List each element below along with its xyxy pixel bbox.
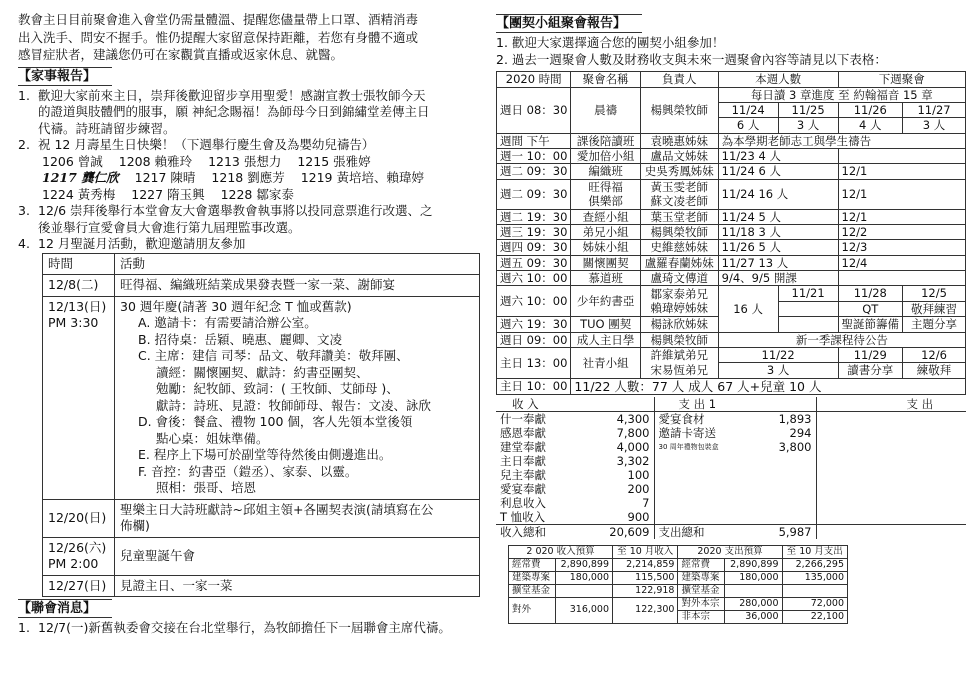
table-row <box>497 209 966 224</box>
meeting-name-cell: 愛加倍小組 <box>571 149 640 164</box>
table-row <box>496 510 966 525</box>
leader-cell: 楊詠欣姊妹 <box>640 317 718 332</box>
income-label: 感恩奉獻 <box>500 426 546 441</box>
activity-line: 佈欄) <box>120 518 150 534</box>
birthday-entry: 1224 黃秀梅 <box>42 186 116 202</box>
budget-cell: 135,000 <box>782 572 848 585</box>
item-line: 祝 12 月壽星生日快樂！（下週舉行慶生會及為嬰幼兒禱告） <box>38 137 375 153</box>
expense-total-value: 5,987 <box>754 525 816 540</box>
table-row <box>497 286 966 301</box>
budget-cell: 擴堂基金 <box>678 585 725 598</box>
item-line: 歡迎大家前來主日，崇拜後歡迎留步享用聖愛！感謝宣教士張牧師今天 <box>38 87 426 103</box>
leader-cell <box>640 347 718 378</box>
activity-line: C. 主席：建信 司琴：品文、敬拜讚美：敬拜團、 <box>138 348 409 364</box>
item-line: 12 月聖誕月活動，歡迎邀請朋友參加 <box>38 236 246 252</box>
count-cell: 16 人 <box>718 286 778 332</box>
leader-cell: 楊興榮牧師 <box>640 332 718 347</box>
activity-table <box>42 253 480 598</box>
table-row <box>509 559 848 572</box>
leader-name: 許維斌弟兄 <box>650 348 709 363</box>
item-line: 的證道與肢體們的服事，願 神紀念賜福！為師母今日到錦繡堂差傳主日 <box>38 104 430 120</box>
time-cell: 週日 08：30 <box>497 87 571 133</box>
table-row <box>496 496 966 510</box>
budget-cell: 36,000 <box>725 610 782 623</box>
activity-line: E. 程序上下場可於副堂等待然後由側邊進出。 <box>138 447 392 463</box>
table-row <box>509 546 848 559</box>
intro-line: 感冒症狀者，建議您仍可在家觀賞直播或返家休息、就醫。 <box>18 47 344 62</box>
birthday-entry: 1219 黃培培、賴瑋婷 <box>300 170 424 186</box>
budget-cell: 2,890,899 <box>555 559 612 572</box>
leader-cell: 袁曉惠姊妹 <box>640 133 718 148</box>
leader-cell: 史吳秀鳳姊妹 <box>640 164 718 179</box>
count-cell: 9/4、9/5 開課 <box>718 271 838 286</box>
birthday-entry: 1213 張想力 <box>208 153 282 169</box>
meeting-name-cell: 旺得福 俱樂部 <box>571 179 640 209</box>
date-cell: 11/29 <box>838 347 903 362</box>
activity-line: 30 週年慶(請著 30 週年紀念 T 恤或舊款) <box>120 298 352 314</box>
date-cell: 11/21 <box>778 286 838 301</box>
count-cell: 4 人 <box>838 118 903 133</box>
expense-value: 3,800 <box>754 440 816 454</box>
table-row <box>497 164 966 179</box>
meeting-name-cell: 晨禱 <box>571 87 640 133</box>
intro-line: 教會主日目前聚會進入會堂仍需量體溫、提醒您儘量帶上口罩、酒精消毒 <box>18 12 419 27</box>
union-item-1 <box>18 620 480 637</box>
activity-line: 聖樂主日大詩班獻詩~邱姐主領+各團契表演(請填寫在公 <box>120 501 434 517</box>
expense-total-label: 支出總和 <box>654 525 754 540</box>
blank-cell <box>778 301 838 316</box>
count-cell: 6 人 <box>718 118 778 133</box>
time-cell: 週二 09：30 <box>497 164 571 179</box>
activity-line: 點心桌：姐妹準備。 <box>156 430 269 446</box>
table-row <box>43 253 480 275</box>
income-value: 7,800 <box>576 426 654 440</box>
birthday-entry: 1217 陳晴 <box>134 170 196 186</box>
income-label: T 恤收入 <box>500 510 546 525</box>
income-value: 7 <box>576 496 654 510</box>
income-label: 主日奉獻 <box>500 454 546 469</box>
item-number: 1. <box>18 87 30 103</box>
budget-table <box>508 545 848 623</box>
table-row <box>43 296 480 499</box>
activity-line: D. 會後：餐盒、禮物 100 個，客人先領本堂後領 <box>138 414 413 430</box>
income-total-value: 20,609 <box>576 525 654 540</box>
budget-cell: 122,300 <box>613 597 678 623</box>
birthday-entry: 1228 鄒家泰 <box>220 186 294 202</box>
meeting-name-cell: 成人主日學 <box>571 332 640 347</box>
budget-cell: 280,000 <box>725 597 782 610</box>
activity-line: 讀經：關懷團契、獻詩：約書亞團契、 <box>156 364 369 380</box>
news-item-3 <box>18 203 480 236</box>
table-row <box>497 240 966 255</box>
table-header-cell: 2 020 收入預算 <box>509 546 613 559</box>
table-header-cell: 下週聚會 <box>838 72 965 87</box>
budget-cell: 22,100 <box>782 610 848 623</box>
date-cell: 11/26 <box>838 102 903 117</box>
table-row <box>496 412 966 427</box>
next-meeting-cell: 12/2 <box>838 224 965 239</box>
meeting-name-cell: 姊妹小組 <box>571 240 640 255</box>
topic-cell: 敬拜練習 <box>903 301 966 316</box>
birthday-entry: 1217 龔仁欣 <box>42 170 119 186</box>
time-cell: 週六 19：30 <box>497 317 571 332</box>
birthday-row <box>18 154 480 171</box>
attendance-cell: 11/22 人數：77 人 成人 67 人+兒童 10 人 <box>571 378 966 395</box>
leader-cell: 黃玉雯老師 蘇文凌老師 <box>640 179 718 209</box>
next-meeting-cell: 12/1 <box>838 209 965 224</box>
meeting-name-cell: 關懷團契 <box>571 255 640 270</box>
expense-label: 30 周年禮物包裝盒 <box>658 443 719 452</box>
leader-cell: 史維慈姊妹 <box>640 240 718 255</box>
meeting-name-cell: TUO 團契 <box>571 317 640 332</box>
income-label: 利息收入 <box>500 496 546 511</box>
table-header-cell: 聚會名稱 <box>571 72 640 87</box>
news-item-4 <box>18 236 480 253</box>
item-line: 12/6 崇拜後舉行本堂會友大會選舉教會執事將以投同意票進行改選、之 <box>38 203 433 219</box>
budget-cell: 經常費 <box>678 559 725 572</box>
leader-cell: 盧羅春蘭姊妹 <box>640 255 718 270</box>
income-total-label: 收入總和 <box>496 525 576 540</box>
birthday-entry: 1227 隋玉興 <box>131 186 205 202</box>
expense-value: 294 <box>754 426 816 440</box>
birthday-entry: 1218 劉應芳 <box>211 170 285 186</box>
date-cell: 11/24 <box>718 102 778 117</box>
income-value: 3,302 <box>576 454 654 468</box>
expense-header: 支 出 1 <box>654 397 816 412</box>
intro-notice <box>18 12 480 64</box>
date-cell: 11/25 <box>778 102 838 117</box>
table-row <box>496 397 966 412</box>
leader-cell: 葉玉堂老師 <box>640 209 718 224</box>
leader-cell <box>640 286 718 317</box>
income-label: 什一奉獻 <box>500 412 546 427</box>
budget-cell: 對外 <box>509 597 556 623</box>
activity-line: 照相：張哥、培恩 <box>156 480 257 496</box>
table-row <box>497 224 966 239</box>
table-header-cell: 2020 支出預算 <box>678 546 782 559</box>
next-meeting-cell: 12/3 <box>838 240 965 255</box>
activity-cell <box>115 499 480 537</box>
income-value: 4,000 <box>576 440 654 454</box>
next-meeting-cell <box>838 149 965 164</box>
progress-cell: 每日讀 3 章進度 至 約翰福音 15 章 <box>718 87 965 102</box>
table-row <box>43 275 480 297</box>
activity-line: A. 邀請卡：有需要請洽辦公室。 <box>138 315 317 331</box>
count-cell: 11/24 6 人 <box>718 164 838 179</box>
next-meeting-cell: 12/1 <box>838 164 965 179</box>
table-row <box>496 440 966 454</box>
activity-cell: 見證主日、一家一菜 <box>115 575 480 597</box>
table-row <box>43 575 480 597</box>
note-cell: 讀書分享 <box>838 363 903 378</box>
income-value: 4,300 <box>576 412 654 427</box>
next-meeting-cell <box>838 271 965 286</box>
meeting-name-cell: 課後陪讀班 <box>571 133 640 148</box>
table-row <box>497 149 966 164</box>
date-cell: 12/6 <box>903 347 966 362</box>
budget-cell: 2,266,295 <box>782 559 848 572</box>
budget-cell <box>555 585 612 598</box>
expense-label: 愛宴食材 <box>658 412 705 427</box>
item-number: 2. <box>18 137 30 153</box>
news-item-2 <box>18 137 480 154</box>
table-row <box>509 585 848 598</box>
table-header-cell: 活動 <box>115 253 480 275</box>
note-cell: 為本學期老師志工與學生禱告 <box>718 133 965 148</box>
table-header-cell: 時間 <box>43 253 115 275</box>
table-header-cell: 負責人 <box>640 72 718 87</box>
next-meeting-cell: 12/1 <box>838 179 965 209</box>
table-row <box>496 482 966 496</box>
activity-cell <box>115 296 480 499</box>
income-value: 900 <box>576 510 654 525</box>
income-label: 兒主奉獻 <box>500 468 546 483</box>
activity-cell: 旺得福、編織班結業成果發表暨一家一菜、謝師宴 <box>115 275 480 297</box>
right-column <box>496 12 966 624</box>
table-row <box>496 426 966 440</box>
item-line: 12/7(一)新舊執委會交接在台北堂舉行，為牧師擔任下一屆聯會主席代禱。 <box>38 620 451 636</box>
income-value: 200 <box>576 482 654 496</box>
budget-cell: 建築專案 <box>509 572 556 585</box>
leader-cell: 盧品文姊妹 <box>640 149 718 164</box>
budget-cell: 對外本宗 <box>678 597 725 610</box>
income-label: 建堂奉獻 <box>500 440 546 455</box>
count-cell: 11/24 16 人 <box>718 179 838 209</box>
budget-cell: 經常費 <box>509 559 556 572</box>
note-cell: 練敬拜 <box>903 363 966 378</box>
date-cell: 12/13(日) PM 3:30 <box>43 296 115 499</box>
item-line: 後並舉行宣愛會員大會進行第九屆理監事改選。 <box>38 219 301 235</box>
budget-cell: 2,214,859 <box>613 559 678 572</box>
count-cell: 11/18 3 人 <box>718 224 838 239</box>
meeting-table <box>496 71 966 395</box>
count-cell: 3 人 <box>778 118 838 133</box>
table-row <box>497 271 966 286</box>
meeting-name-cell: 社青小組 <box>571 347 640 378</box>
finance-table <box>496 397 966 539</box>
budget-cell: 180,000 <box>555 572 612 585</box>
count-cell: 11/23 4 人 <box>718 149 838 164</box>
meeting-name-cell: 少年約書亞 <box>571 286 640 317</box>
leader-name: 賴瑋婷姊妹 <box>650 301 709 316</box>
birthday-row <box>18 187 480 204</box>
income-header: 收 入 <box>496 397 654 412</box>
activity-line: 勉勵：紀牧師、致詞：( 王牧師、艾師母 )、 <box>156 381 399 397</box>
table-row <box>496 468 966 482</box>
table-row <box>509 572 848 585</box>
expense-label: 邀請卡寄送 <box>658 426 716 441</box>
activity-line: F. 音控：約書亞（鎧丞）、家泰、以靈。 <box>138 463 358 479</box>
table-row <box>497 332 966 347</box>
fellowship-report-title: 【團契小組聚會報告】 <box>496 14 642 33</box>
activity-line: 獻詩：詩班、見證：牧師師母、報告：文凌、詠欣 <box>156 397 432 413</box>
date-cell: 12/5 <box>903 286 966 301</box>
time-cell: 週日 09：00 <box>497 332 571 347</box>
activity-line: B. 招待桌：岳穎、曉惠、麗卿、文凌 <box>138 331 343 347</box>
count-cell: 3 人 <box>903 118 966 133</box>
date-cell: 11/22 <box>718 347 838 362</box>
date-cell: 11/28 <box>838 286 903 301</box>
income-label: 愛宴奉獻 <box>500 482 546 497</box>
birthday-entry: 1208 賴雅玲 <box>118 153 193 169</box>
table-row <box>497 87 966 102</box>
table-header-cell: 至 10 月支出 <box>782 546 848 559</box>
birthday-entry: 1215 張雅婷 <box>297 153 371 169</box>
meeting-name-cell: 慕道班 <box>571 271 640 286</box>
meeting-name-cell: 查經小組 <box>571 209 640 224</box>
time-cell: 週一 10：00 <box>497 149 571 164</box>
table-row <box>43 537 480 575</box>
finance-section <box>496 397 966 623</box>
time-cell: 週四 09：30 <box>497 240 571 255</box>
table-header-cell: 至 10 月收入 <box>613 546 678 559</box>
budget-cell <box>782 585 848 598</box>
note-cell: 新一季課程待公告 <box>718 332 965 347</box>
budget-cell: 2,890,899 <box>725 559 782 572</box>
time-cell: 主日 13：00 <box>497 347 571 378</box>
birthday-row <box>18 170 480 187</box>
table-row <box>497 378 966 395</box>
table-row <box>497 347 966 362</box>
time-cell: 週二 09：30 <box>497 179 571 209</box>
time-cell: 週間 下午 <box>497 133 571 148</box>
date-cell: 11/27 <box>903 102 966 117</box>
date-cell: 12/27(日) <box>43 575 115 597</box>
time-cell: 週六 10：00 <box>497 271 571 286</box>
time-cell: 週六 10：00 <box>497 286 571 317</box>
note-cell: 3 人 <box>718 363 838 378</box>
table-row <box>497 179 966 209</box>
budget-cell: 122,918 <box>613 585 678 598</box>
budget-cell <box>725 585 782 598</box>
activity-cell: 兒童聖誕午會 <box>115 537 480 575</box>
family-news-title: 【家事報告】 <box>18 67 112 86</box>
intro-line: 出入洗手、問安不握手。惟仍提醒大家留意保持距離，若您有身體不適或 <box>18 29 419 45</box>
count-cell: 11/24 5 人 <box>718 209 838 224</box>
item-line: 代禱。詩班請留步練習。 <box>38 120 176 136</box>
budget-cell: 非本宗 <box>678 610 725 623</box>
left-column <box>18 12 480 637</box>
leader-name: 宋易恆弟兄 <box>650 362 709 377</box>
budget-cell: 316,000 <box>555 597 612 623</box>
budget-cell: 建築專案 <box>678 572 725 585</box>
budget-cell: 180,000 <box>725 572 782 585</box>
count-cell: 11/26 5 人 <box>718 240 838 255</box>
item-number: 4. <box>18 236 30 252</box>
topic-cell: 聖誕節籌備 <box>838 317 903 332</box>
table-row <box>497 133 966 148</box>
expense-value: 1,893 <box>754 412 816 427</box>
leader-cell: 楊興榮牧師 <box>640 224 718 239</box>
table-row <box>509 597 848 610</box>
date-cell: 12/20(日) <box>43 499 115 537</box>
topic-cell: QT <box>838 301 903 316</box>
next-meeting-cell: 12/4 <box>838 255 965 270</box>
news-item-1 <box>18 88 480 138</box>
date-cell: 12/26(六) PM 2:00 <box>43 537 115 575</box>
meeting-name-cell: 弟兄小組 <box>571 224 640 239</box>
birthday-entry: 1206 曾誠 <box>42 153 103 169</box>
table-header-cell: 2020 時間 <box>497 72 571 87</box>
expense-header: 支 出 <box>816 397 966 412</box>
topic-cell: 主題分享 <box>903 317 966 332</box>
leader-cell: 盧琦文傳道 <box>640 271 718 286</box>
table-header-cell: 本週人數 <box>718 72 838 87</box>
table-row <box>43 499 480 537</box>
leader-name: 鄒家泰弟兄 <box>650 286 709 301</box>
table-row <box>496 525 966 540</box>
item-number: 1. <box>18 620 30 636</box>
blank-cell <box>778 317 838 332</box>
time-cell: 主日 10：00 <box>497 378 571 395</box>
table-row <box>497 255 966 270</box>
budget-cell: 115,500 <box>613 572 678 585</box>
budget-cell: 擴堂基金 <box>509 585 556 598</box>
budget-cell: 72,000 <box>782 597 848 610</box>
table-row <box>497 72 966 87</box>
time-cell: 週五 09：30 <box>497 255 571 270</box>
count-cell: 11/27 13 人 <box>718 255 838 270</box>
table-row <box>496 454 966 468</box>
date-cell: 12/8(二) <box>43 275 115 297</box>
income-value: 100 <box>576 468 654 482</box>
item-number: 3. <box>18 203 30 219</box>
union-news-title: 【聯會消息】 <box>18 599 112 618</box>
time-cell: 週二 19：30 <box>497 209 571 224</box>
fellowship-intro-line: 2. 過去一週聚會人數及財務收支與未來一週聚會內容等請見以下表格： <box>496 51 887 67</box>
time-cell: 週三 19：30 <box>497 224 571 239</box>
meeting-name-cell: 編織班 <box>571 164 640 179</box>
leader-cell: 楊興榮牧師 <box>640 87 718 133</box>
fellowship-intro-line: 1. 歡迎大家選擇適合您的團契小組參加！ <box>496 35 725 51</box>
birthday-list <box>18 154 480 204</box>
